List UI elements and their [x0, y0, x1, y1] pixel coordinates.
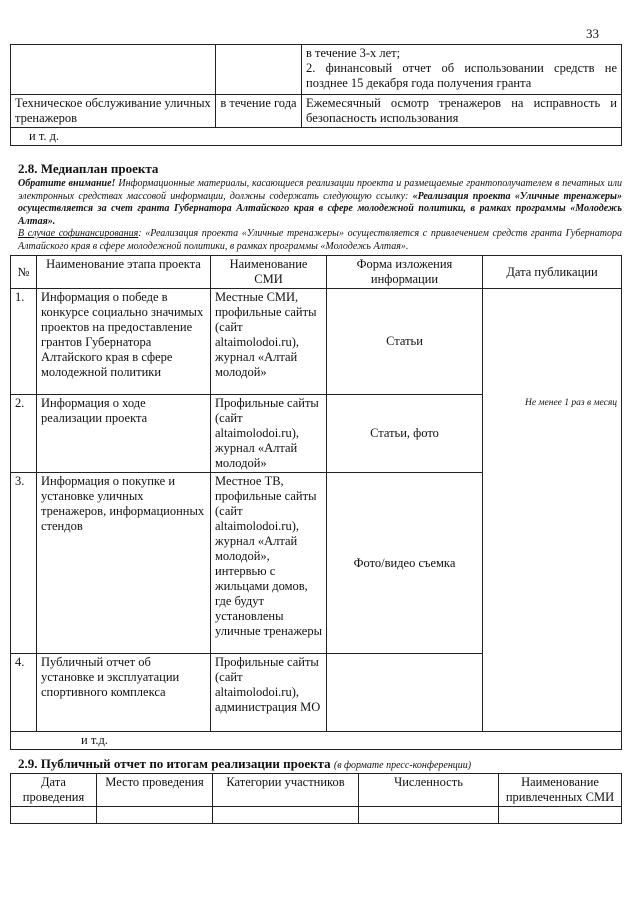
col-header-categories: Категории участников — [213, 774, 359, 807]
table-header-row — [11, 774, 622, 807]
col-header-media: Наименование СМИ — [211, 256, 327, 289]
table-row — [11, 289, 622, 395]
col-header-media: Наименование привлеченных СМИ — [499, 774, 622, 807]
num-cell: 1. — [11, 289, 37, 395]
media-cell: Местное ТВ, профильные сайты (сайт altaimolodoi.ru), журнал «Алтай молодой», интервью с жильцами домов, где будут установлены уличные тренажеры — [211, 473, 327, 654]
etc-cell: и т. д. — [11, 128, 622, 146]
result-cell: Ежемесячный осмотр тренажеров на исправность и безопасность использования — [302, 95, 622, 128]
etc-cell: и т.д. — [11, 732, 622, 750]
media-note — [18, 178, 622, 228]
col-header-date: Дата проведения — [11, 774, 97, 807]
form-cell: Статьи, фото — [327, 395, 483, 473]
col-header-count: Численность — [359, 774, 499, 807]
media-cell: Профильные сайты (сайт altaimolodoi.ru), администрация МО — [211, 654, 327, 732]
media-cell: Местные СМИ, профильные сайты (сайт altaimolodoi.ru), журнал «Алтай молодой» — [211, 289, 327, 395]
cofin-note — [18, 228, 622, 253]
stage-cell: Информация о покупке и установке уличных тренажеров, информационных стендов — [37, 473, 211, 654]
media-cell: Профильные сайты (сайт altaimolodoi.ru), журнал «Алтай молодой» — [211, 395, 327, 473]
report-table — [10, 773, 622, 824]
col-header-date: Дата публикации — [483, 256, 622, 289]
table-header-row — [11, 256, 622, 289]
form-cell — [327, 654, 483, 732]
report-heading-text: 2.9. Публичный отчет по итогам реализации проекта — [18, 756, 331, 771]
note-bold: «Реализация проекта «Уличные тренажеры» осуществляется за счет гранта Губернатора Алтайского края в сфере молодежной политики, в рамках программы «Молодежь Алтая». — [18, 190, 622, 227]
col-header-num: № — [11, 256, 37, 289]
result-line: в течение 3-х лет; — [306, 46, 401, 60]
form-cell: Фото/видео съемка — [327, 473, 483, 654]
cofin-text: : «Реализация проекта «Уличные тренажеры» осуществляется с привлечением средств гранта Губернатора Алтайского края в сфере молодежной политики, в рамках программы «Молодежь Алтая». — [18, 228, 622, 252]
report-heading-sub: (в формате пресс-конференции) — [333, 760, 472, 771]
note-text: Информационные материалы, касающиеся реализации проекта и размещаемые грантополучателем в печатных или электронных средствах массовой информации, должны содержать следующую ссылку: — [18, 178, 622, 202]
table-row — [11, 732, 622, 750]
form-cell: Статьи — [327, 289, 483, 395]
page-number: 33 — [586, 26, 599, 41]
report-heading — [18, 756, 471, 772]
col-header-stage: Наименование этапа проекта — [37, 256, 211, 289]
table-row — [11, 128, 622, 146]
num-cell: 4. — [11, 654, 37, 732]
stage-cell: Информация о победе в конкурсе социально значимых проектов на предоставление грантов Губернатора Алтайского края в сфере молодежной политики — [37, 289, 211, 395]
stage-cell: Информация о ходе реализации проекта — [37, 395, 211, 473]
media-plan-heading: 2.8. Медиаплан проекта — [18, 161, 159, 176]
note-lead: Обратите внимание! — [18, 178, 116, 189]
table-row — [11, 95, 622, 128]
date-note: Не менее 1 раз в месяц — [525, 398, 617, 408]
plan-table-continuation — [10, 44, 622, 146]
media-plan-table — [10, 255, 622, 750]
num-cell: 3. — [11, 473, 37, 654]
col-header-form: Форма изложения информации — [327, 256, 483, 289]
date-cell — [483, 289, 622, 732]
cofin-lead: В случае софинансирования — [18, 228, 139, 239]
col-header-place: Место проведения — [97, 774, 213, 807]
time-cell: в течение года — [216, 95, 302, 128]
result-cell — [302, 45, 622, 95]
num-cell: 2. — [11, 395, 37, 473]
table-row — [11, 807, 622, 824]
stage-cell: Публичный отчет об установке и эксплуатации спортивного комплекса — [37, 654, 211, 732]
stage-cell: Техническое обслуживание уличных тренажеров — [11, 95, 216, 128]
table-row — [11, 45, 622, 95]
result-line: 2. финансовый отчет об использовании средств не позднее 15 декабря года получения гранта — [306, 61, 617, 90]
